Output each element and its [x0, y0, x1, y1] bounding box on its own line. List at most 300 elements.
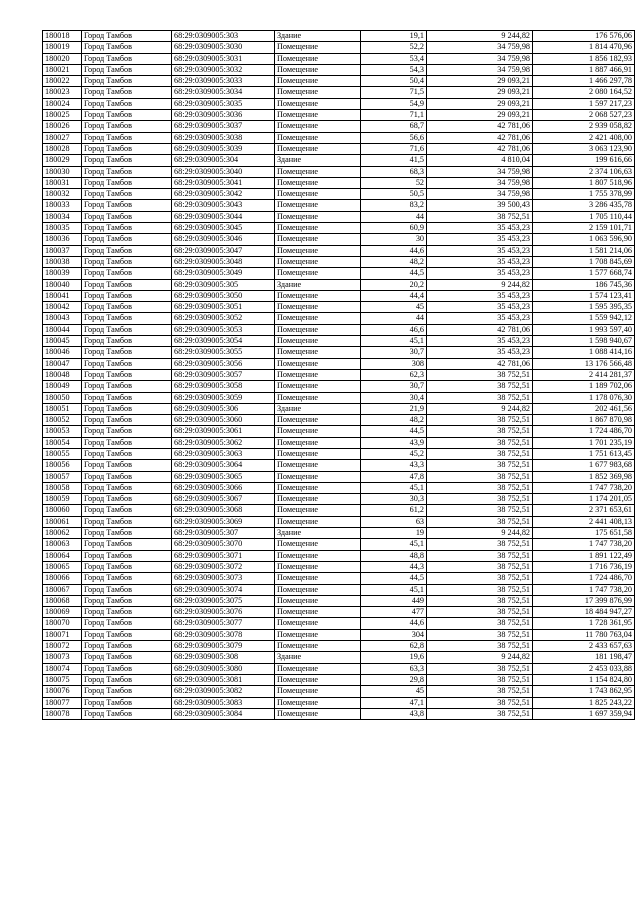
unit-value-cell: 38 752,51 [427, 641, 533, 652]
area-cell: 48,8 [361, 550, 427, 561]
unit-value-cell: 38 752,51 [427, 460, 533, 471]
object-type-cell: Помещение [275, 313, 361, 324]
cadastral-value-cell: 2 414 281,37 [533, 369, 635, 380]
object-type-cell: Помещение [275, 426, 361, 437]
unit-value-cell: 42 781,06 [427, 132, 533, 143]
area-cell: 43,8 [361, 708, 427, 719]
unit-value-cell: 9 244,82 [427, 279, 533, 290]
area-cell: 45,2 [361, 448, 427, 459]
area-cell: 44,5 [361, 426, 427, 437]
table-body [43, 31, 635, 720]
unit-value-cell: 38 752,51 [427, 392, 533, 403]
cadastral-number-cell: 68:29:0309005:3084 [172, 708, 275, 719]
table-row [43, 42, 635, 53]
cadastral-value-cell: 1 755 378,99 [533, 189, 635, 200]
cadastral-number-cell: 68:29:0309005:3054 [172, 336, 275, 347]
row-id-cell: 180049 [43, 381, 82, 392]
row-id-cell: 180030 [43, 166, 82, 177]
cadastral-value-cell: 1 154 824,80 [533, 674, 635, 685]
table-row [43, 64, 635, 75]
object-type-cell: Помещение [275, 448, 361, 459]
row-id-cell: 180037 [43, 245, 82, 256]
row-id-cell: 180047 [43, 358, 82, 369]
area-cell: 30,7 [361, 381, 427, 392]
row-id-cell: 180033 [43, 200, 82, 211]
table-row [43, 697, 635, 708]
table-row [43, 31, 635, 42]
city-cell: Город Тамбов [82, 132, 172, 143]
table-row [43, 223, 635, 234]
cadastral-value-cell: 1 697 359,94 [533, 708, 635, 719]
table-row [43, 110, 635, 121]
city-cell: Город Тамбов [82, 415, 172, 426]
object-type-cell: Помещение [275, 110, 361, 121]
unit-value-cell: 35 453,23 [427, 223, 533, 234]
row-id-cell: 180035 [43, 223, 82, 234]
cadastral-number-cell: 68:29:0309005:3035 [172, 98, 275, 109]
cadastral-value-cell: 1 574 123,41 [533, 290, 635, 301]
area-cell: 43,3 [361, 460, 427, 471]
cadastral-value-cell: 186 745,36 [533, 279, 635, 290]
table-row [43, 324, 635, 335]
table-row [43, 234, 635, 245]
area-cell: 71,5 [361, 87, 427, 98]
cadastral-number-cell: 68:29:0309005:3078 [172, 629, 275, 640]
object-type-cell: Помещение [275, 302, 361, 313]
cadastral-value-cell: 1 701 235,19 [533, 437, 635, 448]
object-type-cell: Помещение [275, 561, 361, 572]
object-type-cell: Помещение [275, 415, 361, 426]
cadastral-number-cell: 68:29:0309005:3074 [172, 584, 275, 595]
cadastral-value-cell: 1 728 361,95 [533, 618, 635, 629]
table-row [43, 347, 635, 358]
row-id-cell: 180045 [43, 336, 82, 347]
city-cell: Город Тамбов [82, 279, 172, 290]
table-row [43, 268, 635, 279]
row-id-cell: 180026 [43, 121, 82, 132]
area-cell: 44 [361, 313, 427, 324]
cadastral-value-cell: 2 939 058,82 [533, 121, 635, 132]
row-id-cell: 180024 [43, 98, 82, 109]
city-cell: Город Тамбов [82, 143, 172, 154]
object-type-cell: Помещение [275, 324, 361, 335]
row-id-cell: 180053 [43, 426, 82, 437]
unit-value-cell: 38 752,51 [427, 505, 533, 516]
city-cell: Город Тамбов [82, 482, 172, 493]
table-row [43, 358, 635, 369]
unit-value-cell: 34 759,98 [427, 177, 533, 188]
object-type-cell: Помещение [275, 516, 361, 527]
cadastral-value-cell: 2 159 101,71 [533, 223, 635, 234]
row-id-cell: 180044 [43, 324, 82, 335]
city-cell: Город Тамбов [82, 607, 172, 618]
row-id-cell: 180036 [43, 234, 82, 245]
area-cell: 304 [361, 629, 427, 640]
object-type-cell: Помещение [275, 223, 361, 234]
object-type-cell: Помещение [275, 437, 361, 448]
city-cell: Город Тамбов [82, 347, 172, 358]
row-id-cell: 180032 [43, 189, 82, 200]
city-cell: Город Тамбов [82, 460, 172, 471]
cadastral-number-cell: 68:29:0309005:3044 [172, 211, 275, 222]
cadastral-number-cell: 68:29:0309005:3045 [172, 223, 275, 234]
area-cell: 47,8 [361, 471, 427, 482]
unit-value-cell: 42 781,06 [427, 358, 533, 369]
row-id-cell: 180046 [43, 347, 82, 358]
unit-value-cell: 34 759,98 [427, 42, 533, 53]
city-cell: Город Тамбов [82, 674, 172, 685]
city-cell: Город Тамбов [82, 189, 172, 200]
unit-value-cell: 38 752,51 [427, 437, 533, 448]
cadastral-number-cell: 68:29:0309005:304 [172, 155, 275, 166]
cadastral-number-cell: 68:29:0309005:3071 [172, 550, 275, 561]
cadastral-number-cell: 68:29:0309005:3057 [172, 369, 275, 380]
object-type-cell: Помещение [275, 584, 361, 595]
cadastral-number-cell: 68:29:0309005:3048 [172, 256, 275, 267]
city-cell: Город Тамбов [82, 369, 172, 380]
cadastral-value-cell: 2 453 033,88 [533, 663, 635, 674]
area-cell: 44,3 [361, 561, 427, 572]
city-cell: Город Тамбов [82, 516, 172, 527]
city-cell: Город Тамбов [82, 629, 172, 640]
unit-value-cell: 38 752,51 [427, 561, 533, 572]
cadastral-value-cell: 1 807 518,96 [533, 177, 635, 188]
table-row [43, 708, 635, 719]
object-type-cell: Помещение [275, 256, 361, 267]
object-type-cell: Здание [275, 652, 361, 663]
area-cell: 52,2 [361, 42, 427, 53]
area-cell: 45,1 [361, 584, 427, 595]
area-cell: 45 [361, 686, 427, 697]
cadastral-number-cell: 68:29:0309005:3056 [172, 358, 275, 369]
city-cell: Город Тамбов [82, 223, 172, 234]
object-type-cell: Помещение [275, 392, 361, 403]
cadastral-value-cell: 1 088 414,16 [533, 347, 635, 358]
table-row [43, 369, 635, 380]
table-row [43, 437, 635, 448]
table-row [43, 674, 635, 685]
table-row [43, 177, 635, 188]
table-row [43, 403, 635, 414]
object-type-cell: Помещение [275, 358, 361, 369]
row-id-cell: 180063 [43, 539, 82, 550]
cadastral-value-cell: 1 724 486,70 [533, 426, 635, 437]
city-cell: Город Тамбов [82, 539, 172, 550]
unit-value-cell: 35 453,23 [427, 347, 533, 358]
cadastral-number-cell: 68:29:0309005:3049 [172, 268, 275, 279]
cadastral-value-cell: 1 751 613,45 [533, 448, 635, 459]
cadastral-value-cell: 1 743 862,95 [533, 686, 635, 697]
area-cell: 477 [361, 607, 427, 618]
cadastral-value-cell: 1 063 596,90 [533, 234, 635, 245]
unit-value-cell: 38 752,51 [427, 629, 533, 640]
cadastral-value-cell: 1 856 182,93 [533, 53, 635, 64]
area-cell: 449 [361, 595, 427, 606]
object-type-cell: Помещение [275, 674, 361, 685]
table-row [43, 505, 635, 516]
table-row [43, 132, 635, 143]
object-type-cell: Помещение [275, 177, 361, 188]
city-cell: Город Тамбов [82, 245, 172, 256]
cadastral-number-cell: 68:29:0309005:3075 [172, 595, 275, 606]
table-row [43, 143, 635, 154]
object-type-cell: Помещение [275, 87, 361, 98]
city-cell: Город Тамбов [82, 98, 172, 109]
unit-value-cell: 38 752,51 [427, 381, 533, 392]
area-cell: 48,2 [361, 256, 427, 267]
object-type-cell: Помещение [275, 641, 361, 652]
cadastral-value-cell: 2 374 106,63 [533, 166, 635, 177]
cadastral-number-cell: 68:29:0309005:3032 [172, 64, 275, 75]
table-row [43, 573, 635, 584]
object-type-cell: Помещение [275, 460, 361, 471]
city-cell: Город Тамбов [82, 110, 172, 121]
row-id-cell: 180059 [43, 494, 82, 505]
area-cell: 68,7 [361, 121, 427, 132]
object-type-cell: Помещение [275, 336, 361, 347]
object-type-cell: Помещение [275, 42, 361, 53]
object-type-cell: Здание [275, 528, 361, 539]
cadastral-value-cell: 1 581 214,06 [533, 245, 635, 256]
city-cell: Город Тамбов [82, 505, 172, 516]
cadastral-number-cell: 68:29:0309005:308 [172, 652, 275, 663]
city-cell: Город Тамбов [82, 437, 172, 448]
area-cell: 46,6 [361, 324, 427, 335]
area-cell: 68,3 [361, 166, 427, 177]
row-id-cell: 180064 [43, 550, 82, 561]
table-row [43, 166, 635, 177]
row-id-cell: 180072 [43, 641, 82, 652]
cadastral-number-cell: 68:29:0309005:3031 [172, 53, 275, 64]
cadastral-number-cell: 68:29:0309005:3030 [172, 42, 275, 53]
cadastral-value-cell: 1 178 076,30 [533, 392, 635, 403]
cadastral-number-cell: 68:29:0309005:3042 [172, 189, 275, 200]
row-id-cell: 180039 [43, 268, 82, 279]
area-cell: 30,3 [361, 494, 427, 505]
row-id-cell: 180023 [43, 87, 82, 98]
object-type-cell: Помещение [275, 618, 361, 629]
row-id-cell: 180050 [43, 392, 82, 403]
cadastral-number-cell: 68:29:0309005:3039 [172, 143, 275, 154]
unit-value-cell: 35 453,23 [427, 256, 533, 267]
table-row [43, 87, 635, 98]
city-cell: Город Тамбов [82, 87, 172, 98]
unit-value-cell: 35 453,23 [427, 302, 533, 313]
area-cell: 44 [361, 211, 427, 222]
unit-value-cell: 38 752,51 [427, 369, 533, 380]
row-id-cell: 180027 [43, 132, 82, 143]
cadastral-number-cell: 68:29:0309005:3064 [172, 460, 275, 471]
city-cell: Город Тамбов [82, 200, 172, 211]
area-cell: 61,2 [361, 505, 427, 516]
unit-value-cell: 34 759,98 [427, 189, 533, 200]
table-row [43, 426, 635, 437]
cadastral-value-cell: 18 484 947,27 [533, 607, 635, 618]
area-cell: 44,6 [361, 245, 427, 256]
cadastral-number-cell: 68:29:0309005:3058 [172, 381, 275, 392]
cadastral-value-cell: 2 371 653,61 [533, 505, 635, 516]
cadastral-number-cell: 68:29:0309005:3055 [172, 347, 275, 358]
cadastral-number-cell: 68:29:0309005:3073 [172, 573, 275, 584]
city-cell: Город Тамбов [82, 166, 172, 177]
object-type-cell: Помещение [275, 132, 361, 143]
area-cell: 308 [361, 358, 427, 369]
table-row [43, 528, 635, 539]
city-cell: Город Тамбов [82, 42, 172, 53]
unit-value-cell: 38 752,51 [427, 573, 533, 584]
object-type-cell: Здание [275, 403, 361, 414]
cadastral-value-cell: 1 891 122,49 [533, 550, 635, 561]
unit-value-cell: 38 752,51 [427, 674, 533, 685]
area-cell: 45,1 [361, 539, 427, 550]
row-id-cell: 180022 [43, 76, 82, 87]
row-id-cell: 180078 [43, 708, 82, 719]
table-row [43, 460, 635, 471]
city-cell: Город Тамбов [82, 471, 172, 482]
cadastral-value-cell: 3 286 435,78 [533, 200, 635, 211]
row-id-cell: 180040 [43, 279, 82, 290]
city-cell: Город Тамбов [82, 663, 172, 674]
unit-value-cell: 9 244,82 [427, 31, 533, 42]
object-type-cell: Помещение [275, 539, 361, 550]
city-cell: Город Тамбов [82, 561, 172, 572]
cadastral-value-cell: 1 174 201,05 [533, 494, 635, 505]
area-cell: 50,4 [361, 76, 427, 87]
unit-value-cell: 9 244,82 [427, 652, 533, 663]
cadastral-value-cell: 1 724 486,70 [533, 573, 635, 584]
city-cell: Город Тамбов [82, 211, 172, 222]
cadastral-value-cell: 1 852 369,98 [533, 471, 635, 482]
cadastral-value-cell: 1 867 870,98 [533, 415, 635, 426]
object-type-cell: Помещение [275, 686, 361, 697]
cadastral-value-cell: 2 441 408,13 [533, 516, 635, 527]
table-row [43, 641, 635, 652]
area-cell: 44,6 [361, 618, 427, 629]
cadastral-value-cell: 1 825 243,22 [533, 697, 635, 708]
cadastral-number-cell: 68:29:0309005:3083 [172, 697, 275, 708]
row-id-cell: 180041 [43, 290, 82, 301]
unit-value-cell: 38 752,51 [427, 708, 533, 719]
table-row [43, 256, 635, 267]
table-row [43, 652, 635, 663]
row-id-cell: 180028 [43, 143, 82, 154]
unit-value-cell: 38 752,51 [427, 516, 533, 527]
object-type-cell: Помещение [275, 121, 361, 132]
unit-value-cell: 38 752,51 [427, 539, 533, 550]
area-cell: 62,3 [361, 369, 427, 380]
city-cell: Город Тамбов [82, 381, 172, 392]
object-type-cell: Помещение [275, 290, 361, 301]
city-cell: Город Тамбов [82, 76, 172, 87]
table-row [43, 629, 635, 640]
table-row [43, 211, 635, 222]
table-row [43, 415, 635, 426]
cadastral-value-cell: 1 708 845,69 [533, 256, 635, 267]
area-cell: 30,7 [361, 347, 427, 358]
table-row [43, 155, 635, 166]
row-id-cell: 180055 [43, 448, 82, 459]
city-cell: Город Тамбов [82, 290, 172, 301]
city-cell: Город Тамбов [82, 652, 172, 663]
cadastral-value-cell: 1 993 597,40 [533, 324, 635, 335]
unit-value-cell: 38 752,51 [427, 663, 533, 674]
row-id-cell: 180038 [43, 256, 82, 267]
row-id-cell: 180075 [43, 674, 82, 685]
area-cell: 43,9 [361, 437, 427, 448]
cadastral-value-cell: 175 651,58 [533, 528, 635, 539]
unit-value-cell: 38 752,51 [427, 448, 533, 459]
object-type-cell: Помещение [275, 482, 361, 493]
object-type-cell: Помещение [275, 98, 361, 109]
unit-value-cell: 29 093,21 [427, 87, 533, 98]
area-cell: 71,1 [361, 110, 427, 121]
row-id-cell: 180060 [43, 505, 82, 516]
area-cell: 62,8 [361, 641, 427, 652]
cadastral-value-cell: 176 576,06 [533, 31, 635, 42]
city-cell: Город Тамбов [82, 268, 172, 279]
city-cell: Город Тамбов [82, 121, 172, 132]
object-type-cell: Помещение [275, 369, 361, 380]
object-type-cell: Помещение [275, 189, 361, 200]
unit-value-cell: 42 781,06 [427, 121, 533, 132]
cadastral-value-cell: 17 399 876,99 [533, 595, 635, 606]
area-cell: 21,9 [361, 403, 427, 414]
city-cell: Город Тамбов [82, 584, 172, 595]
unit-value-cell: 39 500,43 [427, 200, 533, 211]
object-type-cell: Помещение [275, 708, 361, 719]
unit-value-cell: 29 093,21 [427, 110, 533, 121]
cadastral-number-cell: 68:29:0309005:3079 [172, 641, 275, 652]
cadastral-number-cell: 68:29:0309005:3050 [172, 290, 275, 301]
cadastral-number-cell: 68:29:0309005:3033 [172, 76, 275, 87]
row-id-cell: 180074 [43, 663, 82, 674]
row-id-cell: 180066 [43, 573, 82, 584]
cadastral-number-cell: 68:29:0309005:3067 [172, 494, 275, 505]
row-id-cell: 180073 [43, 652, 82, 663]
cadastral-value-cell: 1 677 983,68 [533, 460, 635, 471]
cadastral-value-cell: 1 747 738,20 [533, 539, 635, 550]
cadastral-number-cell: 68:29:0309005:3062 [172, 437, 275, 448]
city-cell: Город Тамбов [82, 448, 172, 459]
unit-value-cell: 35 453,23 [427, 313, 533, 324]
cadastral-value-cell: 202 461,56 [533, 403, 635, 414]
unit-value-cell: 35 453,23 [427, 336, 533, 347]
cadastral-value-cell: 1 716 736,19 [533, 561, 635, 572]
row-id-cell: 180056 [43, 460, 82, 471]
row-id-cell: 180018 [43, 31, 82, 42]
object-type-cell: Помещение [275, 234, 361, 245]
area-cell: 19,1 [361, 31, 427, 42]
unit-value-cell: 38 752,51 [427, 618, 533, 629]
row-id-cell: 180071 [43, 629, 82, 640]
city-cell: Город Тамбов [82, 641, 172, 652]
cadastral-value-cell: 2 421 408,00 [533, 132, 635, 143]
city-cell: Город Тамбов [82, 708, 172, 719]
cadastral-number-cell: 68:29:0309005:3065 [172, 471, 275, 482]
cadastral-value-cell: 1 747 738,20 [533, 584, 635, 595]
table-row [43, 482, 635, 493]
table-row [43, 313, 635, 324]
cadastral-number-cell: 68:29:0309005:3063 [172, 448, 275, 459]
cadastral-number-cell: 68:29:0309005:307 [172, 528, 275, 539]
cadastral-number-cell: 68:29:0309005:3041 [172, 177, 275, 188]
area-cell: 19,6 [361, 652, 427, 663]
row-id-cell: 180062 [43, 528, 82, 539]
area-cell: 63,3 [361, 663, 427, 674]
cadastral-number-cell: 68:29:0309005:3070 [172, 539, 275, 550]
unit-value-cell: 42 781,06 [427, 143, 533, 154]
table-row [43, 189, 635, 200]
